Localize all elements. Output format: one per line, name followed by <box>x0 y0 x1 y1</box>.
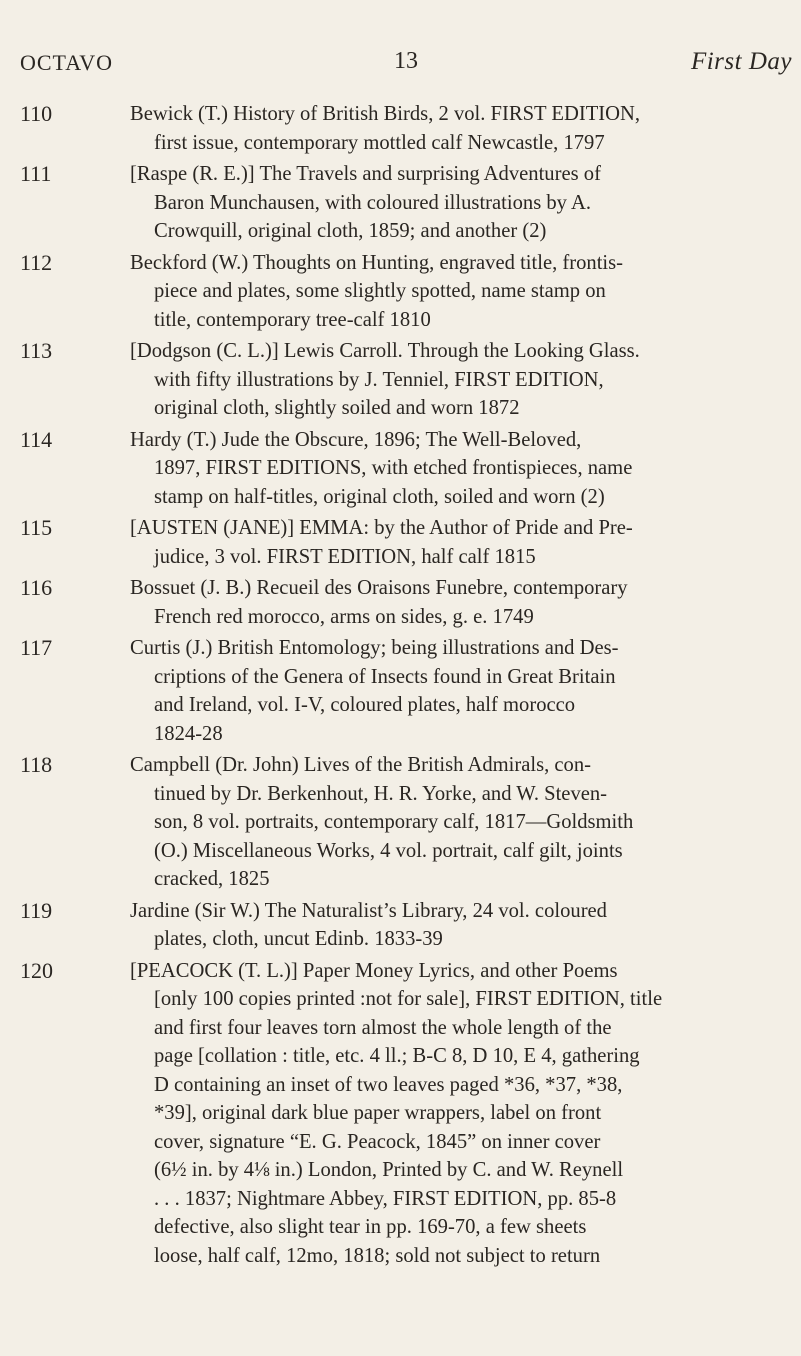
lot-entry <box>20 957 795 1271</box>
lot-number: 113 <box>20 338 53 363</box>
lot-description-line: [AUSTEN (JANE)] EMMA: by the Author of Pride and Pre- <box>130 517 633 539</box>
lot-description-line: [PEACOCK (T. L.)] Paper Money Lyrics, and other Poems <box>130 959 618 982</box>
lot-description-line: cracked, 1825 <box>154 868 270 890</box>
lot-description-line: Campbell (Dr. John) Lives of the British Admirals, con- <box>130 754 592 776</box>
lot-description-line: Curtis (J.) British Entomology; being illustrations and Des- <box>130 637 619 659</box>
lot-entry <box>20 426 795 512</box>
lot-number: 110 <box>20 101 53 126</box>
lot-description-line: D containing an inset of two leaves paged *36, *37, *38, <box>154 1073 623 1096</box>
lot-description-line: loose, half calf, 12mo, 1818; sold not subject to return <box>154 1244 601 1267</box>
lot-description-line: [only 100 copies printed :not for sale], FIRST EDITION, title <box>154 988 663 1010</box>
lot-description-line: (6½ in. by 4⅛ in.) London, Printed by C. and W. Reynell <box>154 1159 624 1181</box>
lot-entry <box>20 160 795 246</box>
lot-entry <box>20 634 795 748</box>
lot-description-line: judice, 3 vol. FIRST EDITION, half calf 1815 <box>154 545 536 568</box>
lot-number: 119 <box>20 897 53 923</box>
lot-description-line: stamp on half-titles, original cloth, soiled and worn (2) <box>154 485 605 508</box>
lot-entry <box>20 337 795 423</box>
lot-number: 114 <box>20 426 53 452</box>
lot-description-line: piece and plates, some slightly spotted, name stamp on <box>154 280 606 302</box>
lot-description-line: *39], original dark blue paper wrappers, label on front <box>154 1102 602 1124</box>
lot-description-line: title, contemporary tree-calf 1810 <box>154 308 431 331</box>
lot-description-line: Crowquill, original cloth, 1859; and another (2) <box>154 220 547 242</box>
lot-number: 112 <box>20 249 53 275</box>
lot-description-line: [Dodgson (C. L.)] Lewis Carroll. Through the Looking Glass. <box>130 340 640 362</box>
lot-description-line: with fifty illustrations by J. Tenniel, FIRST EDITION, <box>154 368 604 391</box>
lot-description-line: Hardy (T.) Jude the Obscure, 1896; The Well-Beloved, <box>130 428 582 451</box>
page-header <box>20 40 792 80</box>
lot-description-line: cover, signature “E. G. Peacock, 1845” on inner cover <box>154 1130 601 1153</box>
lot-description-line: and Ireland, vol. I-V, coloured plates, half morocco <box>154 694 576 716</box>
lot-description-line: plates, cloth, uncut Edinb. 1833-39 <box>154 928 443 950</box>
lot-description-line: page [collation : title, etc. 4 ll.; B-C 8, D 10, E 4, gathering <box>154 1045 640 1067</box>
lot-list <box>20 100 795 1273</box>
lot-number: 118 <box>20 752 53 777</box>
lot-description-line: first issue, contemporary mottled calf Newcastle, 1797 <box>154 131 605 154</box>
lot-description-line: criptions of the Genera of Insects found in Great Britain <box>154 665 616 688</box>
header-format: OCTAVO <box>20 50 114 75</box>
lot-description-line: son, 8 vol. portraits, contemporary calf, 1817—Goldsmith <box>154 811 634 833</box>
lot-entry <box>20 751 795 894</box>
lot-entry <box>20 100 795 157</box>
lot-number: 115 <box>20 515 53 540</box>
page-number: 13 <box>394 48 418 74</box>
lot-description-line: 1824-28 <box>154 722 223 745</box>
lot-entry <box>20 249 795 335</box>
lot-number: 116 <box>20 575 53 600</box>
lot-description-line: French red morocco, arms on sides, g. e. 1749 <box>154 605 534 628</box>
lot-description-line: tinued by Dr. Berkenhout, H. R. Yorke, and W. Steven- <box>154 782 608 805</box>
lot-description-line: Beckford (W.) Thoughts on Hunting, engraved title, frontis- <box>130 251 624 274</box>
lot-entry <box>20 514 795 571</box>
header-day: First Day <box>690 48 792 75</box>
lot-number: 111 <box>20 161 52 186</box>
lot-description-line: Baron Munchausen, with coloured illustrations by A. <box>154 191 591 214</box>
lot-entry <box>20 574 795 631</box>
lot-entry <box>20 897 795 954</box>
lot-description-line: [Raspe (R. E.)] The Travels and surprising Adventures of <box>130 163 601 185</box>
lot-description-line: Jardine (Sir W.) The Naturalist’s Library, 24 vol. coloured <box>130 899 607 922</box>
lot-description-line: 1897, FIRST EDITIONS, with etched frontispieces, name <box>154 457 633 479</box>
lot-description-line: and first four leaves torn almost the whole length of the <box>154 1016 612 1039</box>
lot-description-line: . . . 1837; Nightmare Abbey, FIRST EDITION, pp. 85-8 <box>154 1187 617 1210</box>
lot-description-line: Bossuet (J. B.) Recueil des Oraisons Funebre, contemporary <box>130 577 628 599</box>
lot-description-line: Bewick (T.) History of British Birds, 2 vol. FIRST EDITION, <box>130 103 641 125</box>
lot-number: 117 <box>20 635 53 660</box>
lot-number: 120 <box>20 957 53 983</box>
lot-description-line: (O.) Miscellaneous Works, 4 vol. portrait, calf gilt, joints <box>154 839 623 862</box>
lot-description-line: defective, also slight tear in pp. 169-70, a few sheets <box>154 1216 587 1238</box>
lot-description-line: original cloth, slightly soiled and worn 1872 <box>154 397 520 419</box>
